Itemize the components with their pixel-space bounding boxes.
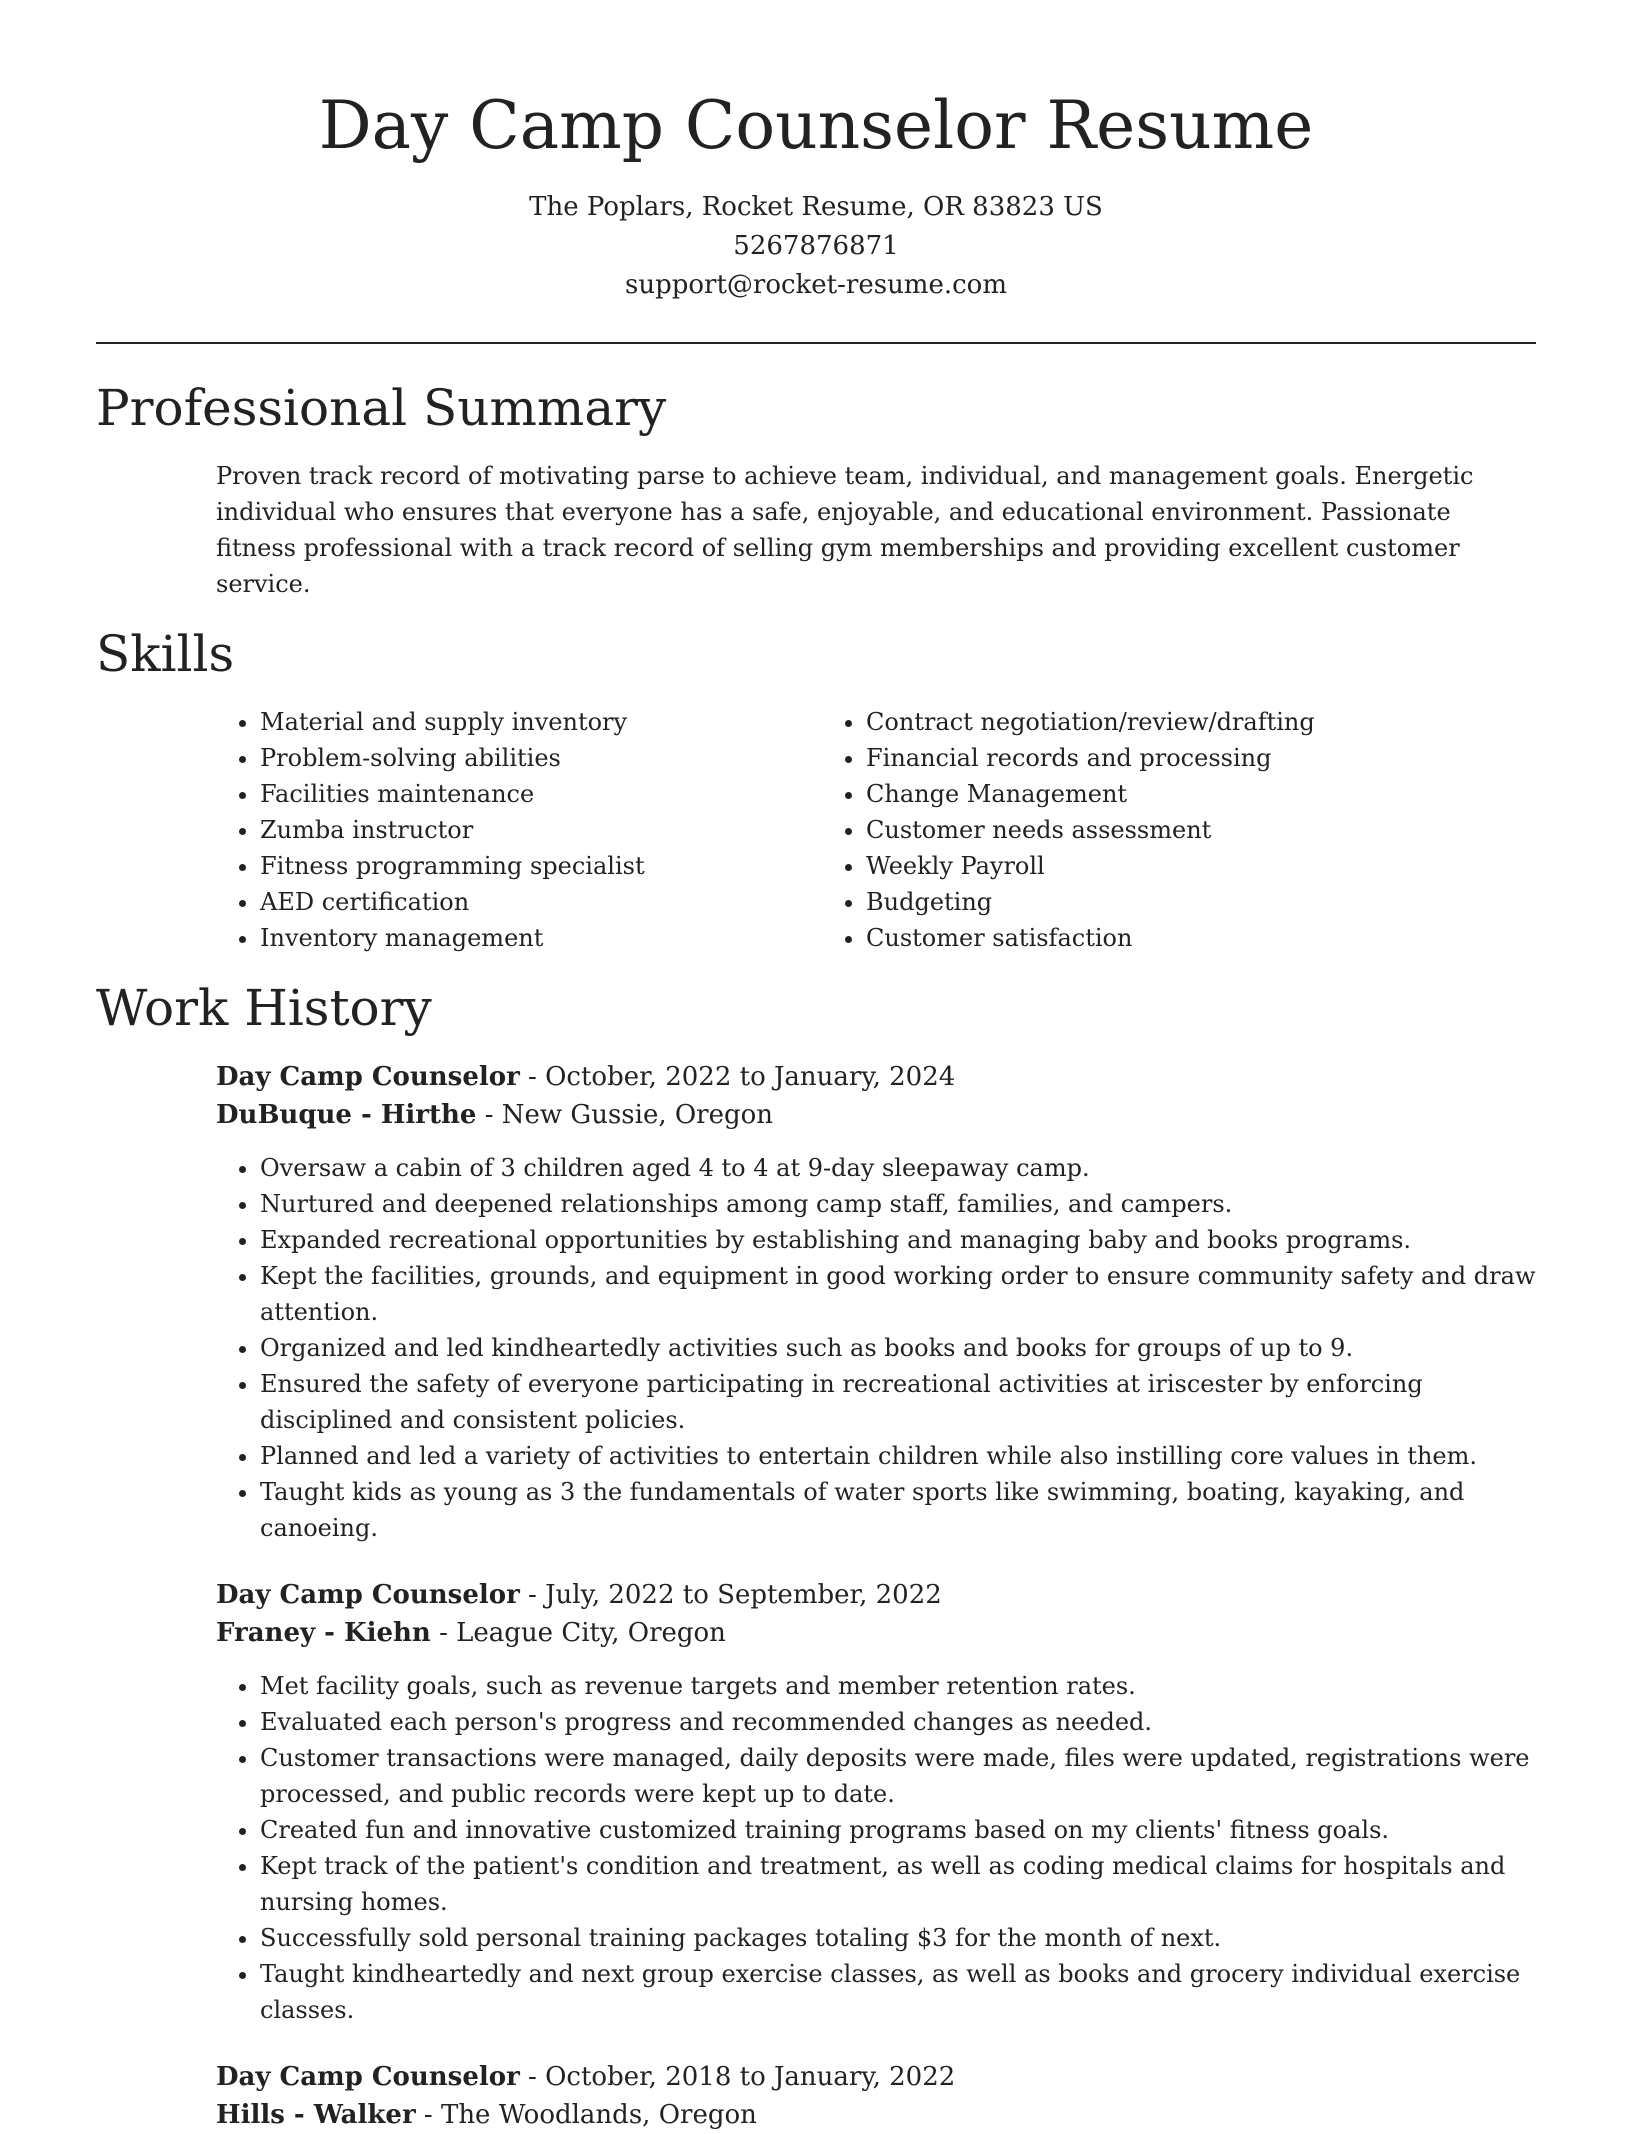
skill-item: • Fitness programming specialist bbox=[260, 848, 822, 884]
job-entry bbox=[216, 1058, 1536, 1546]
job-bullet: • Nurtured and deepened relationships among camp staff, families, and campers. bbox=[260, 1186, 1536, 1222]
summary-heading: Professional Summary bbox=[96, 379, 667, 437]
job-bullet: • Customer transactions were managed, daily deposits were made, files were updated, registrations were processed, and public records were kept up to date. bbox=[260, 1740, 1536, 1812]
resume-title: Day Camp Counselor Resume bbox=[318, 87, 1314, 164]
job-bullet: • Organized and led kindheartedly activities such as books and books for groups of up to 9. bbox=[260, 1330, 1536, 1366]
contact-address: The Poplars, Rocket Resume, OR 83823 US bbox=[529, 192, 1103, 222]
job-bullets bbox=[216, 1150, 1536, 1546]
job-bullet: • Oversaw a cabin of 3 children aged 4 to 4 at 9-day sleepaway camp. bbox=[260, 1150, 1536, 1186]
job-title: Day Camp Counselor bbox=[216, 1580, 520, 1610]
job-title: Day Camp Counselor bbox=[216, 1062, 520, 1092]
skills-section bbox=[96, 624, 1536, 956]
job-bullet: • Expanded recreational opportunities by establishing and managing baby and books programs. bbox=[260, 1222, 1536, 1258]
job-bullet: • Taught kids as young as 3 the fundamentals of water sports like swimming, boating, kayaking, and canoeing. bbox=[260, 1474, 1536, 1546]
resume-page bbox=[96, 0, 1536, 2134]
job-location: - League City, Oregon bbox=[430, 1618, 726, 1648]
skill-item: • Inventory management bbox=[260, 920, 822, 956]
job-title-line bbox=[216, 1058, 1536, 1096]
job-title-line bbox=[216, 1576, 1536, 1614]
job-bullet: • Successfully sold personal training packages totaling $3 for the month of next. bbox=[260, 1920, 1536, 1956]
skill-item: • Weekly Payroll bbox=[866, 848, 1428, 884]
skills-column-left bbox=[216, 704, 822, 956]
job-company: Franey - Kiehn bbox=[216, 1618, 431, 1648]
job-bullet: • Ensured the safety of everyone participating in recreational activities at iriscester by enforcing disciplined and consistent policies. bbox=[260, 1366, 1536, 1438]
job-bullet: • Kept track of the patient's condition and treatment, as well as coding medical claims for hospitals and nursing homes. bbox=[260, 1848, 1536, 1920]
job-entry bbox=[216, 2058, 1536, 2134]
job-company: Hills - Walker bbox=[216, 2100, 416, 2130]
job-company: DuBuque - Hirthe bbox=[216, 1100, 477, 1130]
summary-section bbox=[96, 378, 1536, 602]
work-history-section bbox=[96, 978, 1536, 2134]
skills-heading: Skills bbox=[96, 625, 235, 683]
resume-header bbox=[96, 0, 1536, 305]
skill-item: • Problem-solving abilities bbox=[260, 740, 822, 776]
job-entry bbox=[216, 1576, 1536, 2028]
contact-email: support@rocket-resume.com bbox=[624, 270, 1007, 300]
job-dates: - October, 2018 to January, 2022 bbox=[519, 2062, 956, 2092]
job-bullet: • Taught kindheartedly and next group exercise classes, as well as books and grocery individual exercise classes. bbox=[260, 1956, 1536, 2028]
skills-column-right bbox=[822, 704, 1428, 956]
skill-item: • Facilities maintenance bbox=[260, 776, 822, 812]
work-history-heading: Work History bbox=[96, 979, 432, 1037]
job-bullets bbox=[216, 1668, 1536, 2028]
job-bullet: • Met facility goals, such as revenue targets and member retention rates. bbox=[260, 1668, 1536, 1704]
contact-phone: 5267876871 bbox=[733, 231, 899, 261]
skill-item: • AED certification bbox=[260, 884, 822, 920]
job-location: - New Gussie, Oregon bbox=[476, 1100, 774, 1130]
skill-item: • Material and supply inventory bbox=[260, 704, 822, 740]
job-bullet: • Planned and led a variety of activities to entertain children while also instilling core values in them. bbox=[260, 1438, 1536, 1474]
skill-item: • Zumba instructor bbox=[260, 812, 822, 848]
job-dates: - July, 2022 to September, 2022 bbox=[519, 1580, 942, 1610]
skill-item: • Budgeting bbox=[866, 884, 1428, 920]
skill-item: • Customer satisfaction bbox=[866, 920, 1428, 956]
skill-item: • Change Management bbox=[866, 776, 1428, 812]
job-company-line bbox=[216, 2096, 1536, 2134]
skill-item: • Contract negotiation/review/drafting bbox=[866, 704, 1428, 740]
job-location: - The Woodlands, Oregon bbox=[415, 2100, 757, 2130]
skill-item: • Financial records and processing bbox=[866, 740, 1428, 776]
header-divider bbox=[96, 342, 1536, 344]
job-bullet: • Created fun and innovative customized training programs based on my clients' fitness goals. bbox=[260, 1812, 1536, 1848]
job-title: Day Camp Counselor bbox=[216, 2062, 520, 2092]
skill-item: • Customer needs assessment bbox=[866, 812, 1428, 848]
job-bullet: • Kept the facilities, grounds, and equipment in good working order to ensure community safety and draw attention. bbox=[260, 1258, 1536, 1330]
job-company-line bbox=[216, 1096, 1536, 1134]
skills-grid bbox=[216, 704, 1536, 956]
job-dates: - October, 2022 to January, 2024 bbox=[519, 1062, 956, 1092]
job-company-line bbox=[216, 1614, 1536, 1652]
job-bullet: • Evaluated each person's progress and recommended changes as needed. bbox=[260, 1704, 1536, 1740]
summary-text: Proven track record of motivating parse to achieve team, individual, and management goals. Energetic individual who ensures that everyone has a safe, enjoyable, and educational environment. Passionate fitness professional with a track record of selling gym memberships and providing excellent customer service. bbox=[216, 462, 1474, 598]
job-title-line bbox=[216, 2058, 1536, 2096]
